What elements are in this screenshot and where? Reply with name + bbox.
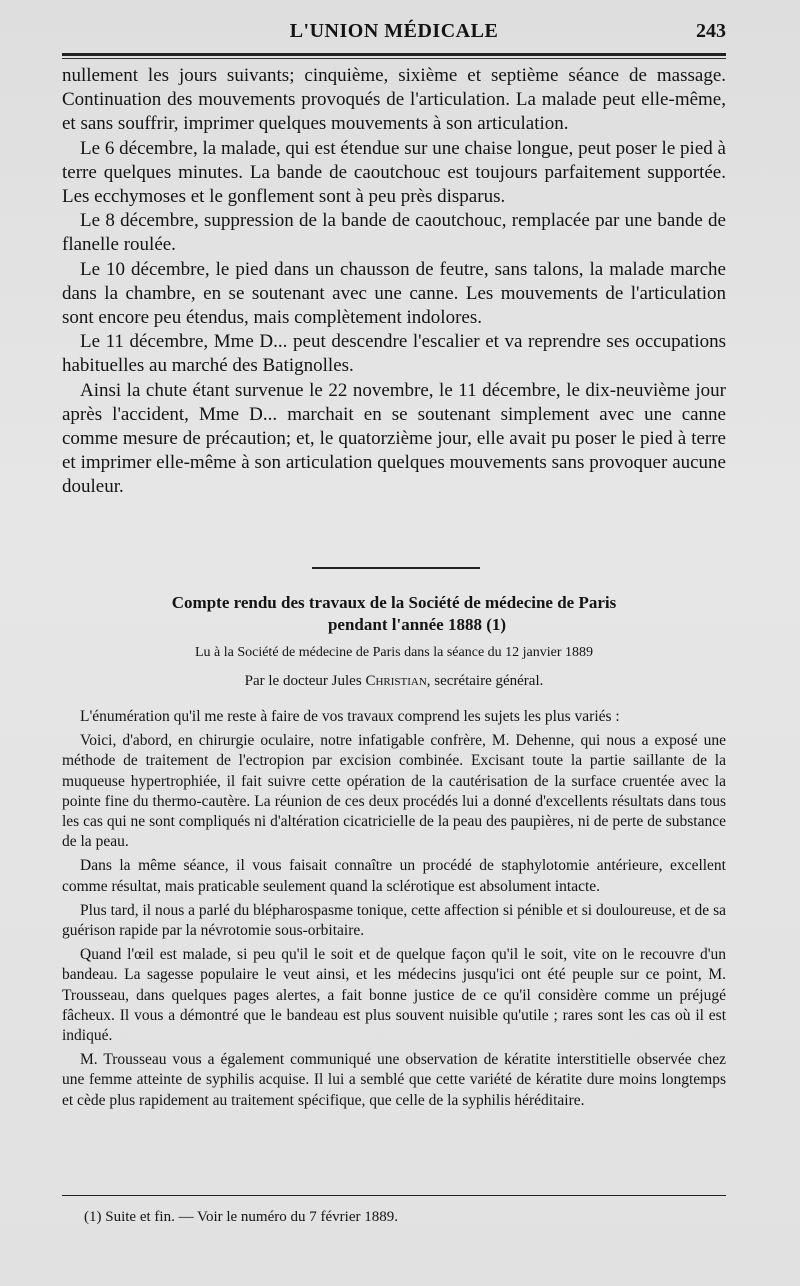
paragraph: nullement les jours suivants; cinquième, sixième et septième séance de massage. Continuation des mouvements provoqués de l'articulation. La malade peut elle-même, et sans souffrir, imprimer quelques mouvements à son articulation. bbox=[62, 65, 726, 135]
author-prefix: Par le docteur Jules bbox=[244, 673, 362, 689]
page-header bbox=[62, 18, 726, 48]
running-title: L'UNION MÉDICALE bbox=[289, 20, 499, 42]
report-body bbox=[62, 707, 726, 1115]
header-rule-thin bbox=[62, 58, 726, 59]
paragraph: Plus tard, il nous a parlé du blépharospasme tonique, cette affection si pénible et si douloureuse, et de sa guérison rapide par la névrotomie sous-orbitaire. bbox=[62, 901, 726, 940]
paragraph: Voici, d'abord, en chirurgie oculaire, notre infatigable confrère, M. Dehenne, qui nous a exposé une méthode de traitement de l'ectropion par excision combinée. Excisant toute la partie saillante de la muqueuse hypertrophiée, il fait suivre cette opération de la cautérisation de la surface cruentée avec la pointe fine du thermo-cautère. La réunion de ces deux procédés lui a donné d'excellents résultats dans tous les cas qui ne sont compliqués ni d'altération cicatricielle de la peau des paupières, ni de perte de substance de la peau. bbox=[62, 732, 726, 851]
case-report-continuation bbox=[62, 64, 726, 500]
paragraph: Quand l'œil est malade, si peu qu'il le soit et de quelque façon qu'il le soit, vite on le recouvre d'un bandeau. La sagesse populaire le veut ainsi, et les médecins jusqu'ici ont été peuple sur ce point, M. Trousseau, dans quelques pages alertes, a fait bonne justice de ce qu'il considère comme un préjugé fâcheux. Il vous a démontré que le bandeau est plus souvent nuisible qu'utile ; rares sont les cas où il est indiqué. bbox=[62, 946, 726, 1045]
author-role: , secrétaire général. bbox=[426, 673, 544, 689]
report-title-line-2: pendant l'année 1888 (1) bbox=[327, 615, 507, 634]
read-at-line: Lu à la Société de médecine de Paris dans la séance du 12 janvier 1889 bbox=[194, 645, 594, 660]
paragraph: Le 10 décembre, le pied dans un chausson de feutre, sans talons, la malade marche dans la chambre, en se soutenant avec une canne. Les mouvements de l'articulation sont encore peu étendus, mais complètement indolores. bbox=[62, 258, 726, 329]
report-title-line-1: Compte rendu des travaux de la Société de médecine de Paris bbox=[171, 593, 617, 612]
paragraph: Le 11 décembre, Mme D... peut descendre l'escalier et va reprendre ses occupations habituelles au marché des Batignolles. bbox=[62, 331, 726, 377]
paragraph: Ainsi la chute étant survenue le 22 novembre, le 11 décembre, le dix-neuvième jour après l'accident, Mme D... marchait en se soutenant simplement avec une canne comme mesure de précaution; et, le quatorzième jour, elle avait pu poser le pied à terre et imprimer elle-même à son articulation quelques mouvements sans provoquer aucune douleur. bbox=[62, 379, 726, 498]
paragraph: Dans la même séance, il vous faisait connaître un procédé de staphylotomie antérieure, excellent comme résultat, mais praticable seulement quand la sclérotique est absolument intacte. bbox=[62, 857, 726, 895]
report-title bbox=[62, 592, 726, 636]
paragraph: Le 6 décembre, la malade, qui est étendue sur une chaise longue, peut poser le pied à terre quelques minutes. La bande de caoutchouc est toujours parfaitement supportée. Les ecchymoses et le gonflement sont à peu près disparus. bbox=[62, 137, 726, 208]
author-line bbox=[62, 673, 726, 690]
author-name: Christian bbox=[365, 673, 427, 689]
paragraph: L'énumération qu'il me reste à faire de vos travaux comprend les sujets les plus variés : bbox=[80, 708, 620, 725]
footnote-rule bbox=[62, 1195, 726, 1196]
footnote: (1) Suite et fin. — Voir le numéro du 7 février 1889. bbox=[84, 1209, 398, 1225]
page-number: 243 bbox=[696, 20, 726, 42]
section-separator bbox=[312, 567, 480, 569]
header-rule bbox=[62, 53, 726, 56]
paragraph: M. Trousseau vous a également communiqué une observation de kératite interstitielle observée chez une femme atteinte de syphilis acquise. Il lui a semblé que cette variété de kératite dure moins longtemps et cède plus rapidement au traitement spécifique, que celle de la syphilis héréditaire. bbox=[62, 1051, 726, 1109]
paragraph: Le 8 décembre, suppression de la bande de caoutchouc, remplacée par une bande de flanelle roulée. bbox=[62, 210, 726, 256]
